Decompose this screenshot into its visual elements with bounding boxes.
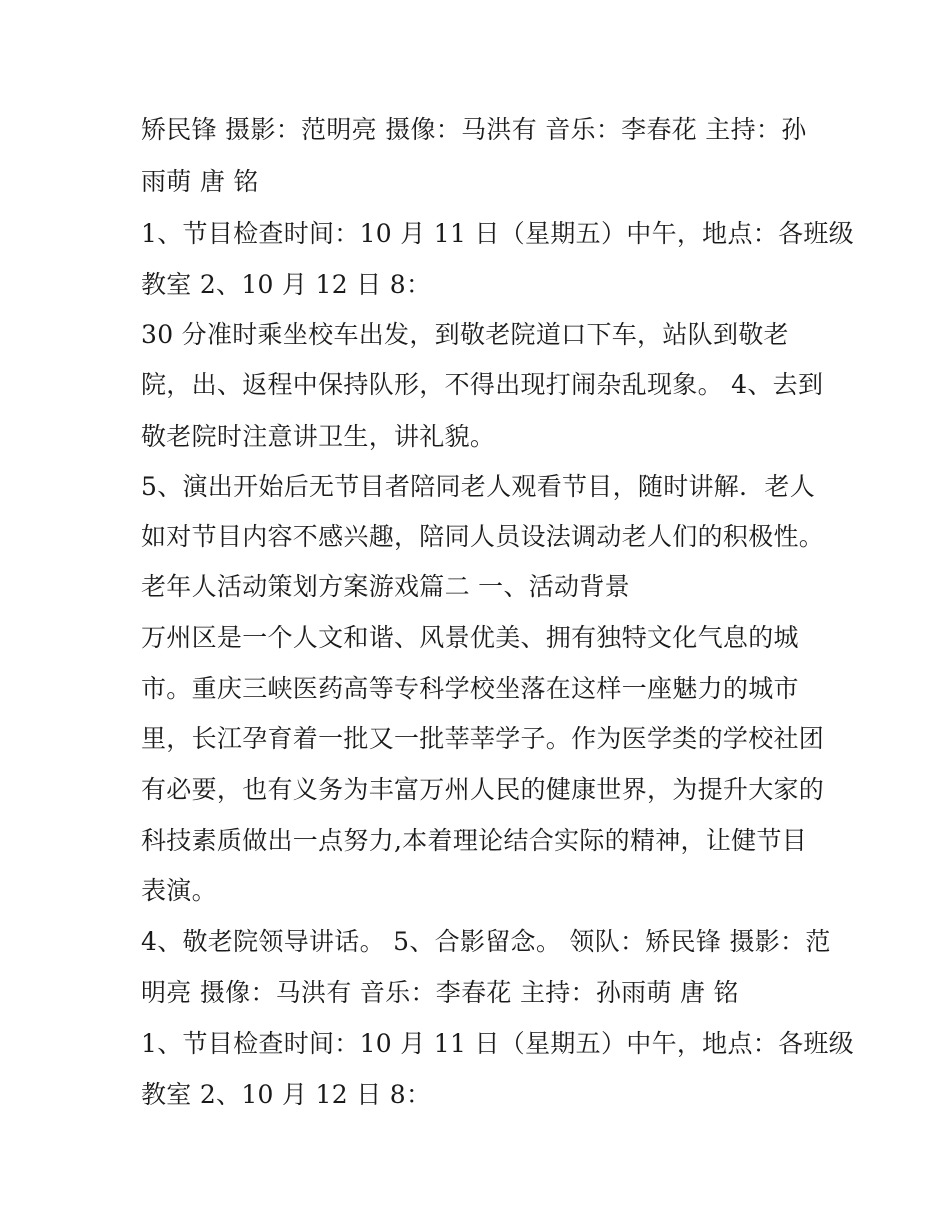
text-line: 有必要，也有义务为丰富万州人民的健康世界，为提升大家的 xyxy=(141,775,825,804)
text-line: 院，出、返程中保持队形，不得出现打闹杂乱现象。 4、去到 xyxy=(141,370,824,399)
text-line: 4、敬老院领导讲话。 5、合影留念。 领队：矫民锋 摄影：范 xyxy=(141,927,831,956)
text-line: 市。重庆三峡医药高等专科学校坐落在这样一座魅力的城市 xyxy=(141,674,799,703)
text-line: 科技素质做出一点努力,本着理论结合实际的精神，让健节目 xyxy=(141,826,808,855)
text-line: 如对节目内容不感兴趣，陪同人员设法调动老人们的积极性。 xyxy=(141,522,825,551)
text-line: 万州区是一个人文和谐、风景优美、拥有独特文化气息的城 xyxy=(141,623,799,652)
text-line: 教室 2、10 月 12 日 8： xyxy=(141,270,432,299)
text-line: 敬老院时注意讲卫生，讲礼貌。 xyxy=(141,422,496,451)
text-line: 雨萌 唐 铭 xyxy=(141,167,259,196)
section-heading: 老年人活动策划方案游戏篇二 一、活动背景 xyxy=(141,572,630,601)
text-line: 矫民锋 摄影：范明亮 摄像：马洪有 音乐：李春花 主持：孙 xyxy=(141,115,807,144)
text-line: 1、节目检查时间：10 月 11 日（星期五）中午，地点：各班级 xyxy=(141,219,854,248)
text-line: 5、演出开始后无节目者陪同老人观看节目，随时讲解．老人 xyxy=(141,472,816,501)
text-line: 明亮 摄像：马洪有 音乐：李春花 主持：孙雨萌 唐 铭 xyxy=(141,978,739,1007)
text-line: 30 分准时乘坐校车出发，到敬老院道口下车，站队到敬老 xyxy=(141,320,789,349)
text-line: 1、节目检查时间：10 月 11 日（星期五）中午，地点：各班级 xyxy=(141,1029,854,1058)
text-line: 教室 2、10 月 12 日 8： xyxy=(141,1080,432,1109)
text-line: 里，长江孕育着一批又一批莘莘学子。作为医学类的学校社团 xyxy=(141,724,825,753)
text-line: 表演。 xyxy=(141,876,217,905)
